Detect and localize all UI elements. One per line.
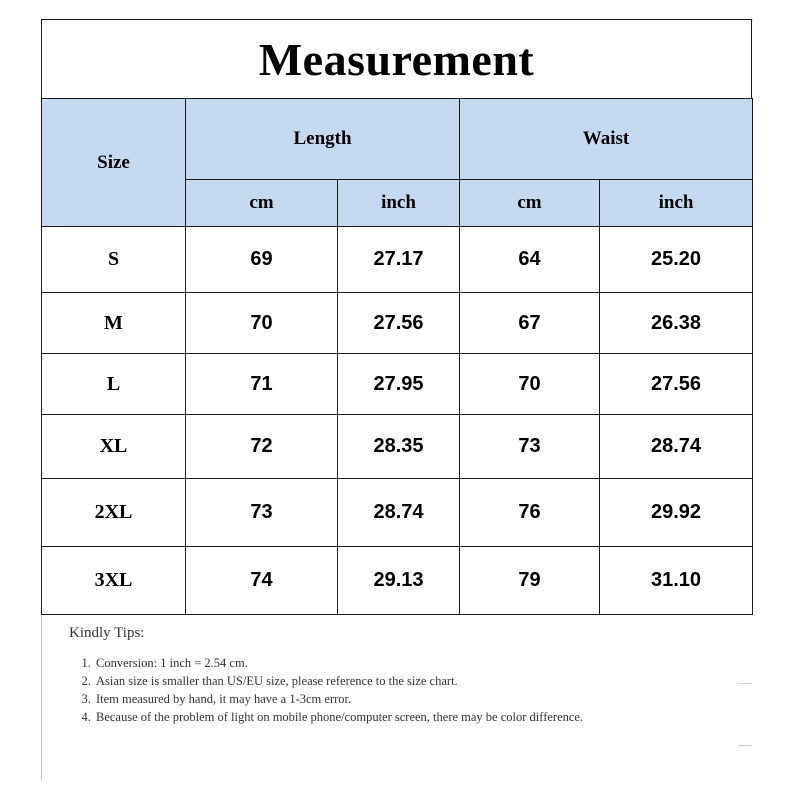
length-inch-header: inch [338, 180, 460, 227]
tip-item: 1. Conversion: 1 inch = 2.54 cm. [94, 654, 689, 672]
waist-inch-cell: 28.74 [600, 415, 753, 479]
size-cell: 3XL [42, 547, 186, 615]
length-cm-cell: 74 [186, 547, 338, 615]
length-header: Length [186, 99, 460, 180]
tips-title: Kindly Tips: [69, 625, 145, 641]
length-cm-cell: 70 [186, 293, 338, 354]
waist-cm-cell: 79 [460, 547, 600, 615]
waist-inch-cell: 31.10 [600, 547, 753, 615]
tips-list [69, 654, 689, 726]
waist-cm-header: cm [460, 180, 600, 227]
size-cell: L [42, 354, 186, 415]
size-table [41, 98, 753, 615]
waist-inch-cell: 29.92 [600, 479, 753, 547]
table-row [42, 415, 753, 479]
waist-cm-cell: 73 [460, 415, 600, 479]
tips-section [69, 625, 689, 726]
length-inch-cell: 28.74 [338, 479, 460, 547]
length-cm-cell: 69 [186, 227, 338, 293]
size-cell: S [42, 227, 186, 293]
tip-item: 4. Because of the problem of light on mobile phone/computer screen, there may be color difference. [94, 708, 689, 726]
length-cm-header: cm [186, 180, 338, 227]
sheet-gridline [738, 683, 752, 684]
page-title: Measurement [258, 33, 535, 85]
length-cm-cell: 73 [186, 479, 338, 547]
length-inch-cell: 28.35 [338, 415, 460, 479]
sheet-gridline [738, 745, 752, 746]
size-header: Size [42, 99, 186, 227]
table-row [42, 547, 753, 615]
waist-inch-cell: 27.56 [600, 354, 753, 415]
table-row [42, 354, 753, 415]
length-cm-cell: 71 [186, 354, 338, 415]
table-row [42, 479, 753, 547]
length-inch-cell: 27.17 [338, 227, 460, 293]
title-box [41, 19, 752, 98]
size-cell: XL [42, 415, 186, 479]
waist-inch-cell: 26.38 [600, 293, 753, 354]
size-cell: 2XL [42, 479, 186, 547]
length-inch-cell: 29.13 [338, 547, 460, 615]
length-cm-cell: 72 [186, 415, 338, 479]
waist-inch-header: inch [600, 180, 753, 227]
waist-inch-cell: 25.20 [600, 227, 753, 293]
waist-cm-cell: 76 [460, 479, 600, 547]
waist-header: Waist [460, 99, 753, 180]
waist-cm-cell: 67 [460, 293, 600, 354]
waist-cm-cell: 70 [460, 354, 600, 415]
tip-item: 2. Asian size is smaller than US/EU size, please reference to the size chart. [94, 672, 689, 690]
length-inch-cell: 27.95 [338, 354, 460, 415]
table-row [42, 227, 753, 293]
waist-cm-cell: 64 [460, 227, 600, 293]
length-inch-cell: 27.56 [338, 293, 460, 354]
tip-item: 3. Item measured by hand, it may have a 1-3cm error. [94, 690, 689, 708]
size-cell: M [42, 293, 186, 354]
table-row [42, 293, 753, 354]
